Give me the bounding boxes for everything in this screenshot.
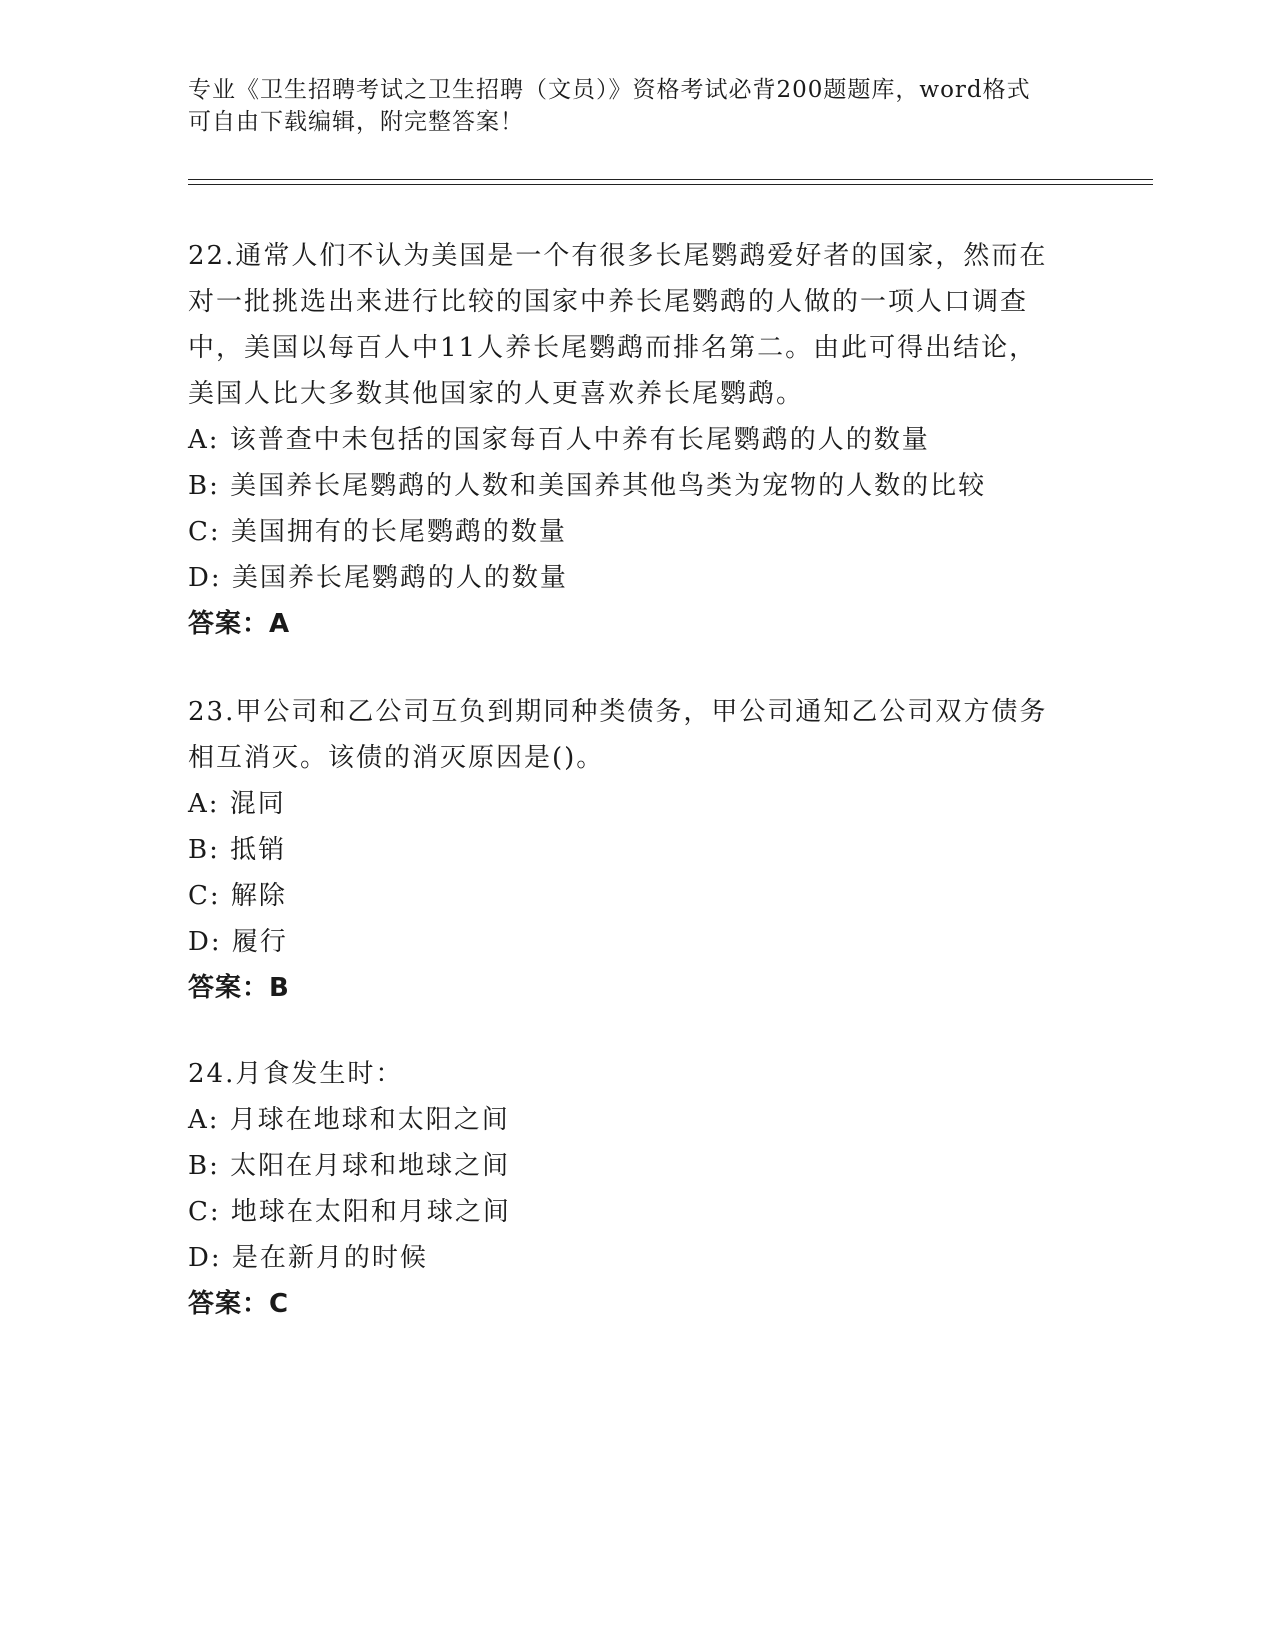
option-b: B: 太阳在月球和地球之间 <box>188 1151 511 1181</box>
option-c: C: 解除 <box>188 881 287 911</box>
answer-label: 答案：B <box>188 973 290 1003</box>
stem-line: 对一批挑选出来进行比较的国家中养长尾鹦鹉的人做的一项人口调查 <box>188 287 1029 317</box>
option-b: B: 美国养长尾鹦鹉的人数和美国养其他鸟类为宠物的人数的比较 <box>188 471 987 501</box>
option-d: D: 履行 <box>188 927 288 957</box>
option-a: A: 月球在地球和太阳之间 <box>188 1105 510 1135</box>
question-stem <box>188 233 1088 417</box>
question-stem <box>188 689 1088 781</box>
question-24 <box>188 1051 1088 1327</box>
header-divider-bottom <box>188 184 1153 185</box>
header-line-1: 专业《卫生招聘考试之卫生招聘（文员）》资格考试必背200题题库，word格式 <box>188 77 1031 103</box>
document-header <box>188 74 1088 138</box>
option-c: C: 地球在太阳和月球之间 <box>188 1197 511 1227</box>
option-b: B: 抵销 <box>188 835 287 865</box>
question-22 <box>188 233 1088 647</box>
stem-line: 23.甲公司和乙公司互负到期同种类债务，甲公司通知乙公司双方债务 <box>188 697 1048 727</box>
option-c: C: 美国拥有的长尾鹦鹉的数量 <box>188 517 567 547</box>
option-a: A: 混同 <box>188 789 286 819</box>
answer-label: 答案：C <box>188 1289 290 1319</box>
option-d: D: 是在新月的时候 <box>188 1243 428 1273</box>
stem-line: 中，美国以每百人中11人养长尾鹦鹉而排名第二。由此可得出结论， <box>188 333 1038 363</box>
answer-label: 答案：A <box>188 609 291 639</box>
header-line-2: 可自由下载编辑，附完整答案！ <box>188 109 524 135</box>
question-stem <box>188 1051 1088 1097</box>
option-d: D: 美国养长尾鹦鹉的人的数量 <box>188 563 568 593</box>
stem-line: 美国人比大多数其他国家的人更喜欢养长尾鹦鹉。 <box>188 379 805 409</box>
header-divider-top <box>188 179 1153 180</box>
option-a: A: 该普查中未包括的国家每百人中养有长尾鹦鹉的人的数量 <box>188 425 930 455</box>
stem-line: 22.通常人们不认为美国是一个有很多长尾鹦鹉爱好者的国家，然而在 <box>188 241 1048 271</box>
stem-line: 相互消灭。该债的消灭原因是()。 <box>188 743 605 773</box>
question-23 <box>188 689 1088 1011</box>
stem-line: 24.月食发生时： <box>188 1059 404 1089</box>
